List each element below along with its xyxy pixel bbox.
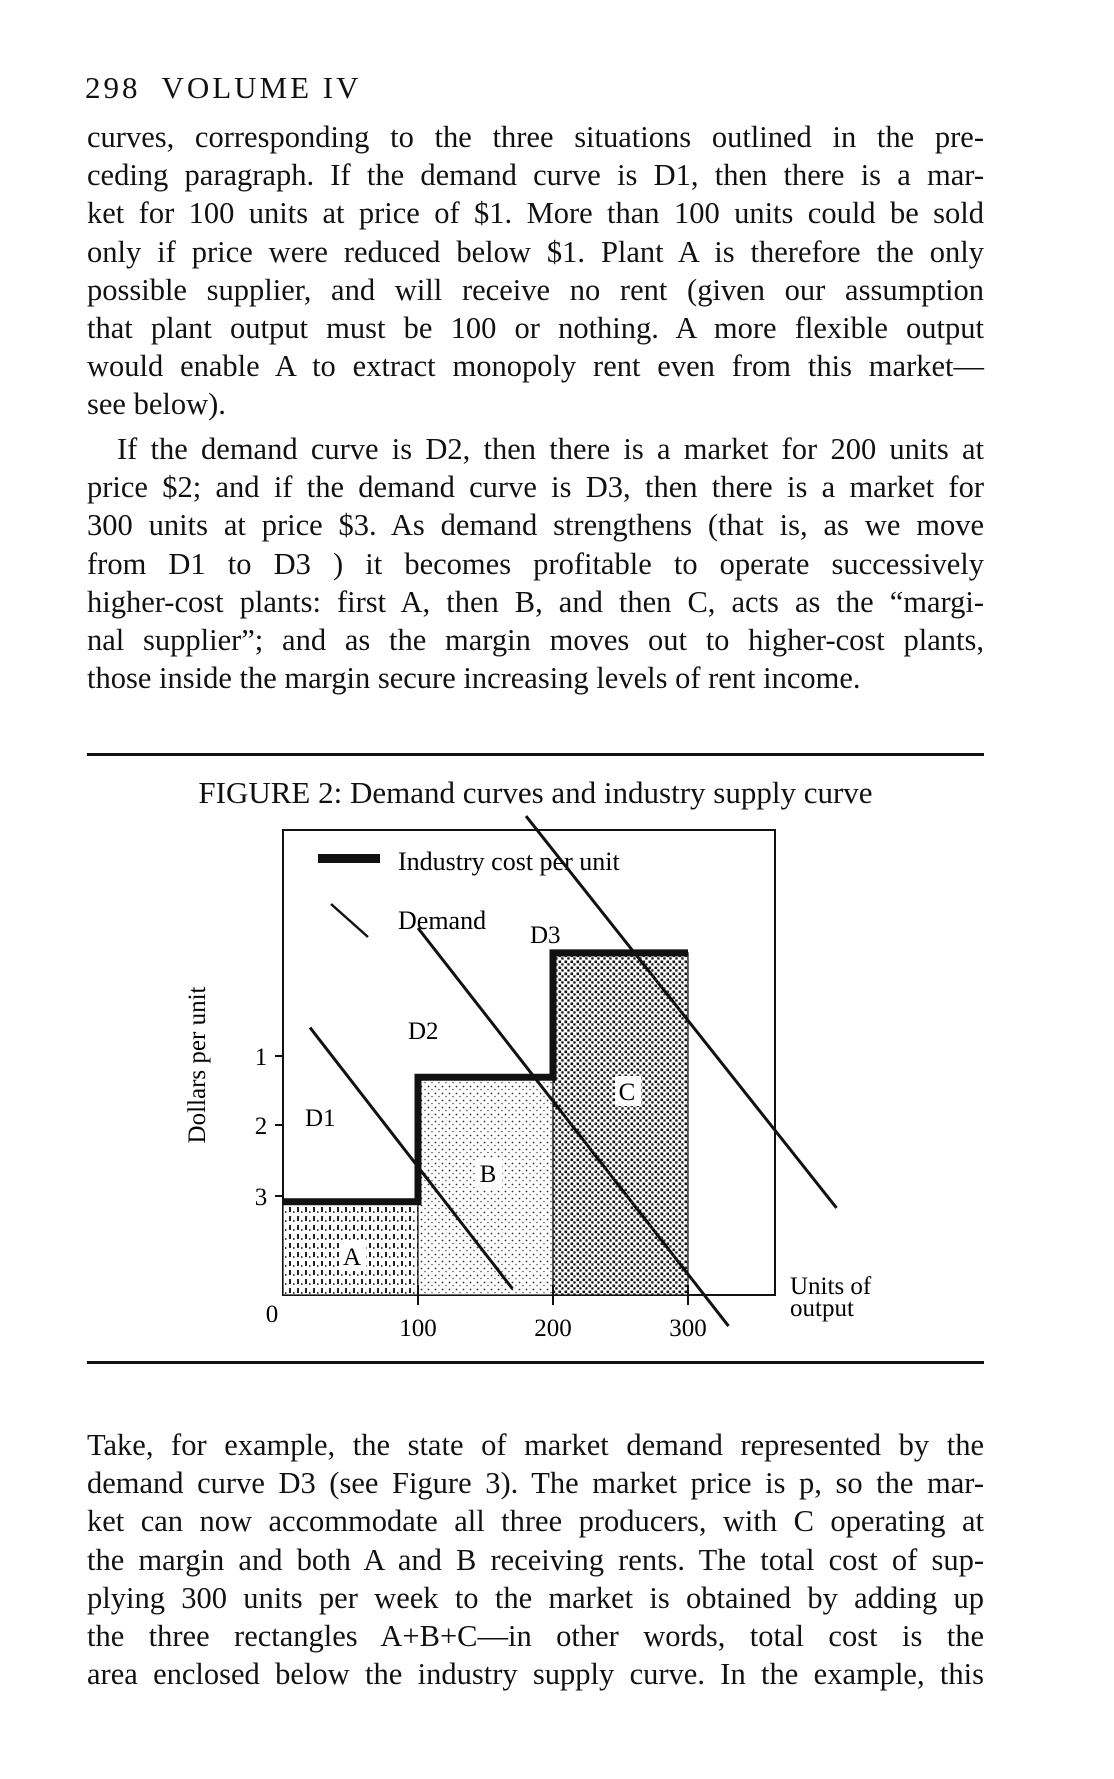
text-line: only if price were reduced below $1. Plant A is therefore the only	[87, 234, 984, 269]
text-line: plying 300 units per week to the market is obtained by adding up	[87, 1580, 984, 1615]
text-line: nal supplier”; and as the margin moves out to higher-cost plants,	[87, 623, 984, 658]
text-line: from D1 to D3 ) it becomes profitable to operate successively	[87, 546, 984, 581]
legend-supply-label: Industry cost per unit	[398, 847, 620, 876]
curve-label-d2: D2	[408, 1018, 439, 1045]
text-line: higher-cost plants: first A, then B, and then C, acts as the “margi-	[87, 584, 984, 619]
text-line: 300 units at price $3. As demand strengthens (that is, as we move	[87, 508, 984, 543]
plant-label-a: A	[342, 1244, 362, 1271]
text-line: curves, corresponding to the three situations outlined in the pre-	[87, 120, 984, 154]
legend-demand-swatch	[331, 904, 368, 937]
text-line: possible supplier, and will receive no rent (given our assumption	[87, 272, 984, 307]
text-line: demand curve D3 (see Figure 3). The market price is p, so the mar-	[87, 1466, 984, 1501]
figure-caption: FIGURE 2: Demand curves and industry supply curve	[198, 775, 873, 810]
text-line: would enable A to extract monopoly rent even from this market—	[87, 349, 984, 384]
page-number: 298	[85, 70, 141, 105]
text-line: the three rectangles A+B+C—in other words, total cost is the	[87, 1619, 984, 1654]
figure-bottom-rule	[87, 1361, 984, 1364]
text-line: ket for 100 units at price of $1. More than 100 units could be sold	[87, 196, 984, 231]
legend-supply-swatch	[318, 854, 380, 863]
text-line: price $2; and if the demand curve is D3, then there is a market for	[87, 470, 984, 505]
y-tick-label: 1	[254, 1044, 268, 1071]
volume-title: VOLUME IV	[161, 70, 362, 105]
text-line: area enclosed below the industry supply curve. In the example, this	[87, 1657, 984, 1692]
x-axis-label-line2: output	[790, 1295, 854, 1322]
paragraph-3	[87, 1426, 984, 1693]
text-line: ceding paragraph. If the demand curve is D1, then there is a mar-	[87, 158, 984, 193]
text-line: If the demand curve is D2, then there is a market for 200 units at	[117, 432, 984, 466]
text-line: that plant output must be 100 or nothing. A more flexible output	[87, 311, 984, 346]
y-tick-label: 3	[254, 1184, 268, 1211]
y-tick-label: 2	[254, 1113, 268, 1140]
x-axis-label-line1: Units of	[790, 1273, 872, 1300]
y-axis-label: Dollars per unit	[184, 986, 211, 1144]
text-line: ket can now accommodate all three producers, with C operating at	[87, 1504, 984, 1539]
curve-label-d3: D3	[530, 922, 561, 949]
plant-label-b: B	[479, 1161, 497, 1188]
x-tick-label: 200	[534, 1315, 572, 1342]
curve-label-d1: D1	[305, 1105, 336, 1132]
x-tick-label: 300	[669, 1315, 707, 1342]
plant-label-c: C	[618, 1079, 636, 1106]
text-line: the margin and both A and B receiving rents. The total cost of sup-	[87, 1542, 984, 1577]
legend-demand-label: Demand	[398, 906, 487, 935]
text-line: those inside the margin secure increasing levels of rent income.	[87, 661, 861, 696]
x-tick-label: 100	[399, 1315, 437, 1342]
text-line: see below).	[87, 387, 226, 422]
plant-region-c	[553, 953, 688, 1295]
origin-label: 0	[265, 1301, 279, 1328]
text-line: Take, for example, the state of market demand represented by the	[87, 1428, 984, 1462]
